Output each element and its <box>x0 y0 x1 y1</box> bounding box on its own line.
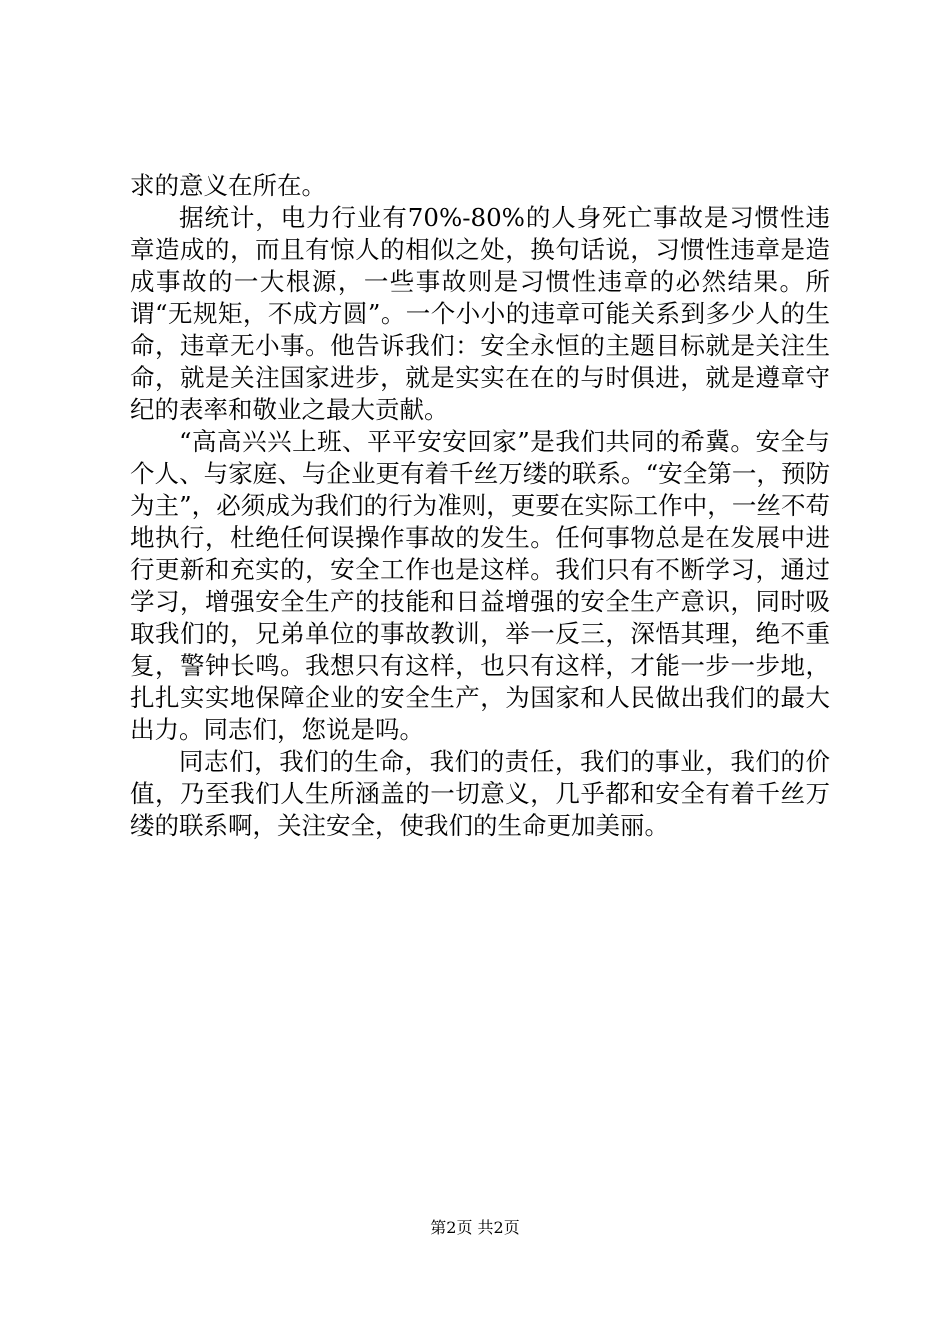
page-number-footer: 第2页 共2页 <box>430 1218 520 1237</box>
body-text <box>130 170 830 842</box>
paragraph-statistics: 据统计，电力行业有70%-80%的人身死亡事故是习惯性违章造成的，而且有惊人的相似之处，换句话说，习惯性违章是造成事故的一大根源，一些事故则是习惯性违章的必然结果。所谓“无规矩，不成方圆”。一个小小的违章可能关系到多少人的生命，违章无小事。他告诉我们：安全永恒的主题目标就是关注生命，就是关注国家进步，就是实实在在的与时俱进，就是遵章守纪的表率和敬业之最大贡献。 <box>130 203 830 424</box>
paragraph-conclusion: 同志们，我们的生命，我们的责任，我们的事业，我们的价值，乃至我们人生所涵盖的一切意义，几乎都和安全有着千丝万缕的联系啊，关注安全，使我们的生命更加美丽。 <box>130 747 830 840</box>
paragraph-safety-principles: “高高兴兴上班、平平安安回家”是我们共同的希冀。安全与个人、与家庭、与企业更有着千丝万缕的联系。“安全第一，预防为主”，必须成为我们的行为准则，更要在实际工作中，一丝不苟地执行，杜绝任何误操作事故的发生。任何事物总是在发展中进行更新和充实的，安全工作也是这样。我们只有不断学习，通过学习，增强安全生产的技能和日益增强的安全生产意识，同时吸取我们的，兄弟单位的事故教训，举一反三，深悟其理，绝不重复，警钟长鸣。我想只有这样，也只有这样，才能一步一步地，扎扎实实地保障企业的安全生产，为国家和人民做出我们的最大出力。同志们，您说是吗。 <box>130 427 830 744</box>
paragraph-continuation: 求的意义在所在。 <box>130 171 326 200</box>
